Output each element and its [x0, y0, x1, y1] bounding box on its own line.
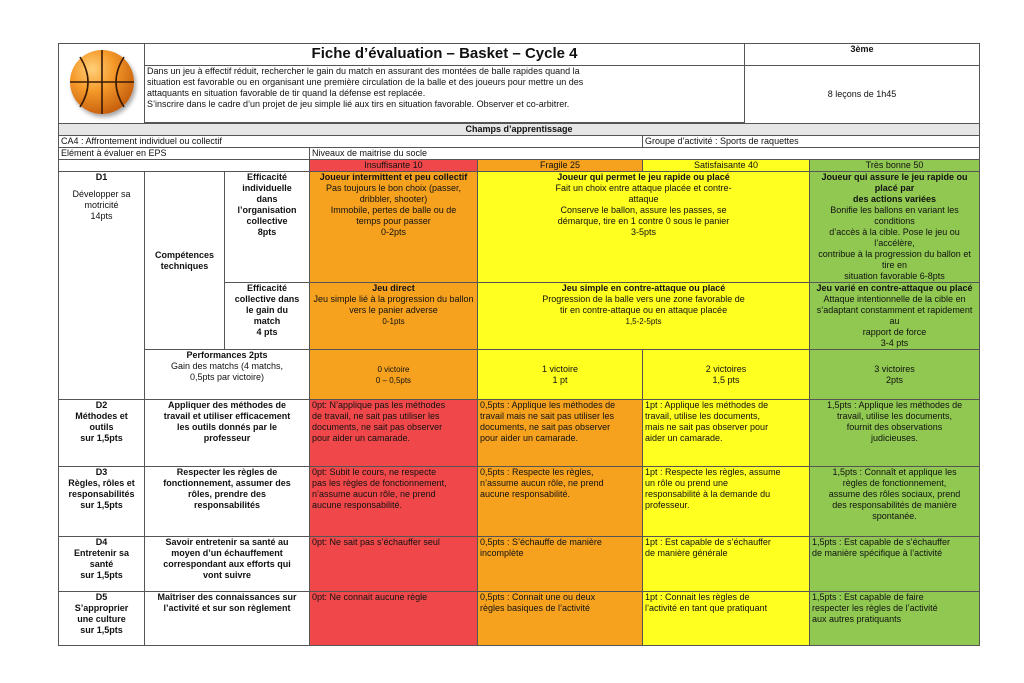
- champs-header: Champs d’apprentissage: [59, 124, 980, 136]
- table-row: [59, 592, 980, 646]
- perf-insuffisante: 0 victoire 0 – 0,5pts: [310, 350, 478, 400]
- element-label: Elément à évaluer en EPS: [59, 148, 310, 160]
- d4-fragile: 0,5pts : S’échauffe de manière incomplète: [478, 537, 643, 592]
- level-tres-bonne: Très bonne 50: [810, 160, 980, 172]
- basketball-icon: [70, 50, 134, 114]
- d3-domain: D3 Règles, rôles et responsabilités sur 1,5pts: [59, 467, 145, 537]
- perf-tres-bonne: 3 victoires 2pts: [810, 350, 980, 400]
- d4-competence: Savoir entretenir sa santé au moyen d’un échauffement correspondant aux efforts qui vont suivre: [145, 537, 310, 592]
- ca4-label: CA4 : Affrontement individuel ou collectif: [59, 136, 643, 148]
- evaluation-table: [58, 43, 980, 646]
- eff-col-fragile: Jeu simple en contre-attaque ou placé Progression de la balle vers une zone favorable de tir en contre-attaque ou en attaque placée 1,5-2-5pts: [478, 283, 810, 350]
- level-fragile: Fragile 25: [478, 160, 643, 172]
- d5-tres-bonne: 1,5pts : Est capable de faire respecter les règles de l’activité aux autres pratiquants: [810, 592, 980, 646]
- d3-insuffisante: 0pt: Subit le cours, ne respecte pas les règles de fonctionnement, n’assume aucun rôle, ne prend aucune responsabilité.: [310, 467, 478, 537]
- d4-tres-bonne: 1,5pts : Est capable de s’échauffer de manière spécifique à l’activité: [810, 537, 980, 592]
- evaluation-sheet: [58, 43, 979, 646]
- d5-insuffisante: 0pt: Ne connait aucune règle: [310, 592, 478, 646]
- level-satisfaisante: Satisfaisante 40: [643, 160, 810, 172]
- niveaux-label: Niveaux de maitrise du socle: [310, 148, 980, 160]
- level-label: 3ème: [745, 44, 980, 66]
- eff-col-label: Efficacité collective dans le gain du match 4 pts: [225, 283, 310, 350]
- d5-domain: D5 S’approprier une culture sur 1,5pts: [59, 592, 145, 646]
- eff-ind-label: Efficacité individuelle dans l’organisation collective 8pts: [225, 172, 310, 283]
- table-row: [59, 467, 980, 537]
- level-insuffisante: Insuffisante 10: [310, 160, 478, 172]
- table-row: [59, 537, 980, 592]
- d2-insuffisante: 0pt: N’applique pas les méthodes de travail, ne sait pas utiliser les documents, ne sait pas observer pour aider un camarade.: [310, 400, 478, 467]
- table-row: [59, 400, 980, 467]
- perf-satisfaisante: 2 victoires 1,5 pts: [643, 350, 810, 400]
- groupe-label: Groupe d’activité : Sports de raquettes: [643, 136, 980, 148]
- d2-satisfaisante: 1pt : Applique les méthodes de travail, utilise les documents, mais ne sait pas observer pour aider un camarade.: [643, 400, 810, 467]
- d5-competence: Maîtriser des connaissances sur l’activité et sur son règlement: [145, 592, 310, 646]
- d2-competence: Appliquer des méthodes de travail et utiliser efficacement les outils donnés par le professeur: [145, 400, 310, 467]
- d5-satisfaisante: 1pt : Connait les règles de l’activité en tant que pratiquant: [643, 592, 810, 646]
- eff-ind-insuffisante: Joueur intermittent et peu collectif Pas toujours le bon choix (passer, dribbler, shooter) Immobile, pertes de balle ou de temps pour passer 0-2pts: [310, 172, 478, 283]
- d3-fragile: 0,5pts : Respecte les règles, n’assume aucun rôle, ne prend aucune responsabilité.: [478, 467, 643, 537]
- d3-competence: Respecter les règles de fonctionnement, assumer des rôles, prendre des responsabilités: [145, 467, 310, 537]
- page-title: Fiche d’évaluation – Basket – Cycle 4: [145, 44, 745, 66]
- eff-ind-fragile: Joueur qui permet le jeu rapide ou placé Fait un choix entre attaque placée et contre- attaque Conserve le ballon, assure les passes, se démarque, tire en 1 contre 0 sous le panier 3-5pts: [478, 172, 810, 283]
- d4-insuffisante: 0pt: Ne sait pas s’échauffer seul: [310, 537, 478, 592]
- performance-label: Performances 2pts Gain des matchs (4 matchs, 0,5pts par victoire): [145, 350, 310, 400]
- d3-satisfaisante: 1pt : Respecte les règles, assume un rôle ou prend une responsabilité à la demande du professeur.: [643, 467, 810, 537]
- eff-col-tres-bonne: Jeu varié en contre-attaque ou placé Attaque intentionnelle de la cible en s’adaptant constamment et rapidement au rapport de force 3-4 pts: [810, 283, 980, 350]
- d5-fragile: 0,5pts : Connait une ou deux règles basiques de l’activité: [478, 592, 643, 646]
- eff-col-insuffisante: Jeu direct Jeu simple lié à la progression du ballon vers le panier adverse 0-1pts: [310, 283, 478, 350]
- d1-competences: Compétences techniques: [145, 172, 225, 350]
- d4-domain: D4 Entretenir sa santé sur 1,5pts: [59, 537, 145, 592]
- d1-domain: D1 Développer sa motricité 14pts: [59, 172, 145, 400]
- description: Dans un jeu à effectif réduit, rechercher le gain du match en assurant des montées de balle rapides quand la situation est favorable ou en organisant une première circulation de la balle et des joueurs pour mettre un des attaquants en situation favorable de tir quand la défense est replacée. S’inscrire dans le cadre d’un projet de jeu simple lié aux tirs en situation favorable. Observer et co-arbitrer.: [145, 66, 745, 123]
- eff-ind-tres-bonne: Joueur qui assure le jeu rapide ou placé par des actions variées Bonifie les ballons en variant les conditions d’accès à la cible. Pose le jeu ou l’accélère, contribue à la progression du ballon et tire en situation favorable 6-8pts: [810, 172, 980, 283]
- d2-fragile: 0,5pts : Applique les méthodes de travail mais ne sait pas utiliser les documents, ne sait pas observer pour aider un camarade.: [478, 400, 643, 467]
- d2-tres-bonne: 1,5pts : Applique les méthodes de travail, utilise les documents, fournit des observations judicieuses.: [810, 400, 980, 467]
- d4-satisfaisante: 1pt : Est capable de s’échauffer de manière générale: [643, 537, 810, 592]
- logo-cell: [59, 44, 145, 124]
- sessions-label: 8 leçons de 1h45: [745, 66, 980, 124]
- perf-fragile: 1 victoire 1 pt: [478, 350, 643, 400]
- d2-domain: D2 Méthodes et outils sur 1,5pts: [59, 400, 145, 467]
- d3-tres-bonne: 1,5pts : Connaît et applique les règles de fonctionnement, assume des rôles sociaux, prend des responsabilités de manière spontanée.: [810, 467, 980, 537]
